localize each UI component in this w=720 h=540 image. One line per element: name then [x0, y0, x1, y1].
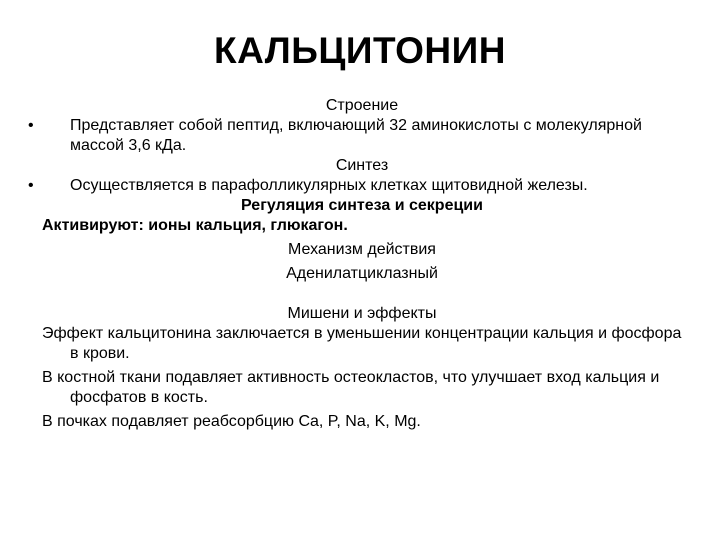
structure-bullet: [14, 116, 682, 156]
synthesis-heading: Синтез: [335, 157, 389, 174]
targets-heading: Мишени и эффекты: [287, 305, 437, 322]
regulation-text: Активируют: ионы кальция, глюкагон.: [42, 217, 348, 234]
structure-bullet-text: Представляет собой пептид, включающий 32 аминокислоты с молекулярной массой 3,6 кДа.: [70, 117, 642, 154]
bullet-glyph: •: [28, 177, 34, 194]
structure-heading: Строение: [325, 97, 399, 114]
slide-title: КАЛЬЦИТОНИН: [214, 30, 506, 71]
regulation-heading: Регуляция синтеза и секреции: [241, 197, 483, 214]
slide-body: [28, 96, 682, 432]
bullet-glyph: •: [28, 117, 34, 134]
effect-1: Эффект кальцитонина заключается в уменьшении концентрации кальция и фосфора в крови.: [42, 325, 682, 362]
spacer: [42, 284, 682, 304]
synthesis-bullet: [14, 176, 682, 196]
effect-2: В костной ткани подавляет активность остеокластов, что улучшает вход кальция и фосфатов в кость.: [42, 369, 660, 406]
mechanism-text: Аденилатциклазный: [286, 265, 438, 282]
synthesis-bullet-text: Осуществляется в парафолликулярных клетках щитовидной железы.: [70, 177, 588, 194]
mechanism-heading: Механизм действия: [288, 241, 436, 258]
effect-3: В почках подавляет реабсорбцию Ca, P, Na, K, Mg.: [42, 413, 421, 430]
